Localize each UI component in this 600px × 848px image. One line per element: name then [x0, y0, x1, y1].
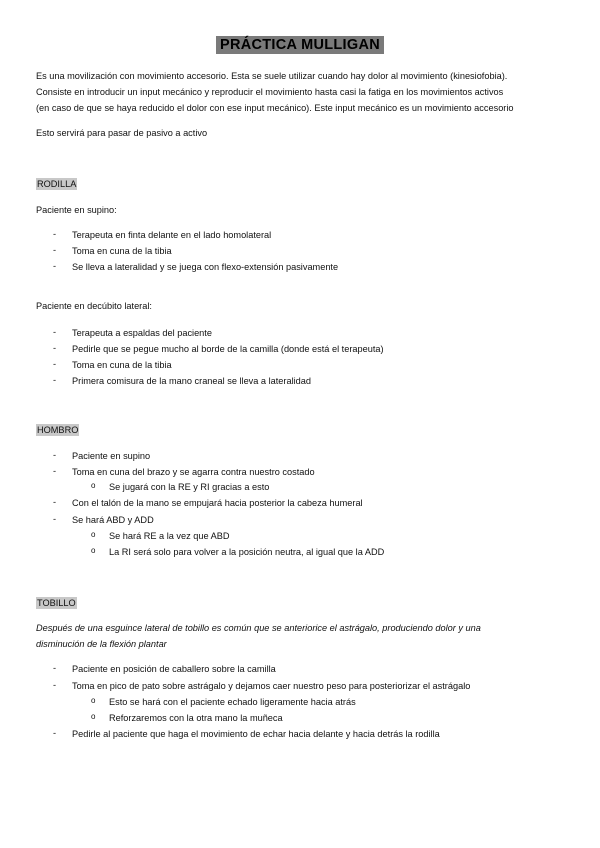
- dash-marker: -: [53, 466, 57, 476]
- list-item: Pedirle que se pegue mucho al borde de la camilla (donde está el terapeuta): [72, 344, 384, 354]
- dash-marker: -: [53, 261, 57, 271]
- list-item: Toma en pico de pato sobre astrágalo y dejamos caer nuestro peso para posteriorizar el astrágalo: [72, 681, 471, 691]
- dash-marker: -: [53, 229, 57, 239]
- list-item: Terapeuta en finta delante en el lado homolateral: [72, 230, 272, 240]
- title-wrap: [0, 36, 600, 54]
- sub-list-item: Se jugará con la RE y RI gracias a esto: [109, 482, 270, 492]
- dash-marker: -: [53, 359, 57, 369]
- sub-list-item: Esto se hará con el paciente echado ligeramente hacia atrás: [109, 697, 356, 707]
- list-item: Se lleva a lateralidad y se juega con flexo-extensión pasivamente: [72, 262, 339, 272]
- list-item: Paciente en supino: [72, 451, 151, 461]
- circle-marker: o: [91, 481, 96, 490]
- dash-marker: -: [53, 680, 57, 690]
- list-item: Toma en cuna de la tibia: [72, 246, 172, 256]
- list-item: Con el talón de la mano se empujará hacia posterior la cabeza humeral: [72, 498, 363, 508]
- section-heading-hombro: HOMBRO: [37, 425, 79, 435]
- tobillo-italic-line-1: Después de una esguince lateral de tobillo es común que se anteriorice el astrágalo, produciendo dolor y una: [36, 623, 481, 633]
- dash-marker: -: [53, 375, 57, 385]
- circle-marker: o: [91, 530, 96, 539]
- list-item: Paciente en posición de caballero sobre la camilla: [72, 664, 276, 674]
- tobillo-italic-line-2: disminución de la flexión plantar: [36, 639, 167, 649]
- rodilla-supino-label: Paciente en supino:: [36, 205, 117, 215]
- dash-marker: -: [53, 728, 57, 738]
- dash-marker: -: [53, 663, 57, 673]
- intro-line-2: Consiste en introducir un input mecánico y reproducir el movimiento hasta casi la fatiga en los movimientos activos: [36, 87, 504, 97]
- section-heading-tobillo: TOBILLO: [37, 598, 76, 608]
- sub-list-item: Se hará RE a la vez que ABD: [109, 531, 230, 541]
- dash-marker: -: [53, 514, 57, 524]
- list-item: Se hará ABD y ADD: [72, 515, 154, 525]
- circle-marker: o: [91, 546, 96, 555]
- rodilla-decubito-label: Paciente en decúbito lateral:: [36, 301, 152, 311]
- list-item: Terapeuta a espaldas del paciente: [72, 328, 212, 338]
- intro-line-3: (en caso de que se haya reducido el dolor con ese input mecánico). Este input mecánico es un movimiento accesorio: [36, 103, 514, 113]
- dash-marker: -: [53, 497, 57, 507]
- list-item: Pedirle al paciente que haga el movimiento de echar hacia delante y hacia detrás la rodilla: [72, 729, 440, 739]
- dash-marker: -: [53, 343, 57, 353]
- intro-note: Esto servirá para pasar de pasivo a activo: [36, 128, 208, 138]
- list-item: Primera comisura de la mano craneal se lleva a lateralidad: [72, 376, 311, 386]
- dash-marker: -: [53, 245, 57, 255]
- list-item: Toma en cuna del brazo y se agarra contra nuestro costado: [72, 467, 315, 477]
- circle-marker: o: [91, 712, 96, 721]
- page-title: PRÁCTICA MULLIGAN: [216, 36, 384, 54]
- list-item: Toma en cuna de la tibia: [72, 360, 172, 370]
- intro-line-1: Es una movilización con movimiento accesorio. Esta se suele utilizar cuando hay dolor al movimiento (kinesiofobia).: [36, 71, 508, 81]
- circle-marker: o: [91, 696, 96, 705]
- dash-marker: -: [53, 327, 57, 337]
- dash-marker: -: [53, 450, 57, 460]
- sub-list-item: La RI será solo para volver a la posición neutra, al igual que la ADD: [109, 547, 385, 557]
- sub-list-item: Reforzaremos con la otra mano la muñeca: [109, 713, 283, 723]
- section-heading-rodilla: RODILLA: [37, 179, 77, 189]
